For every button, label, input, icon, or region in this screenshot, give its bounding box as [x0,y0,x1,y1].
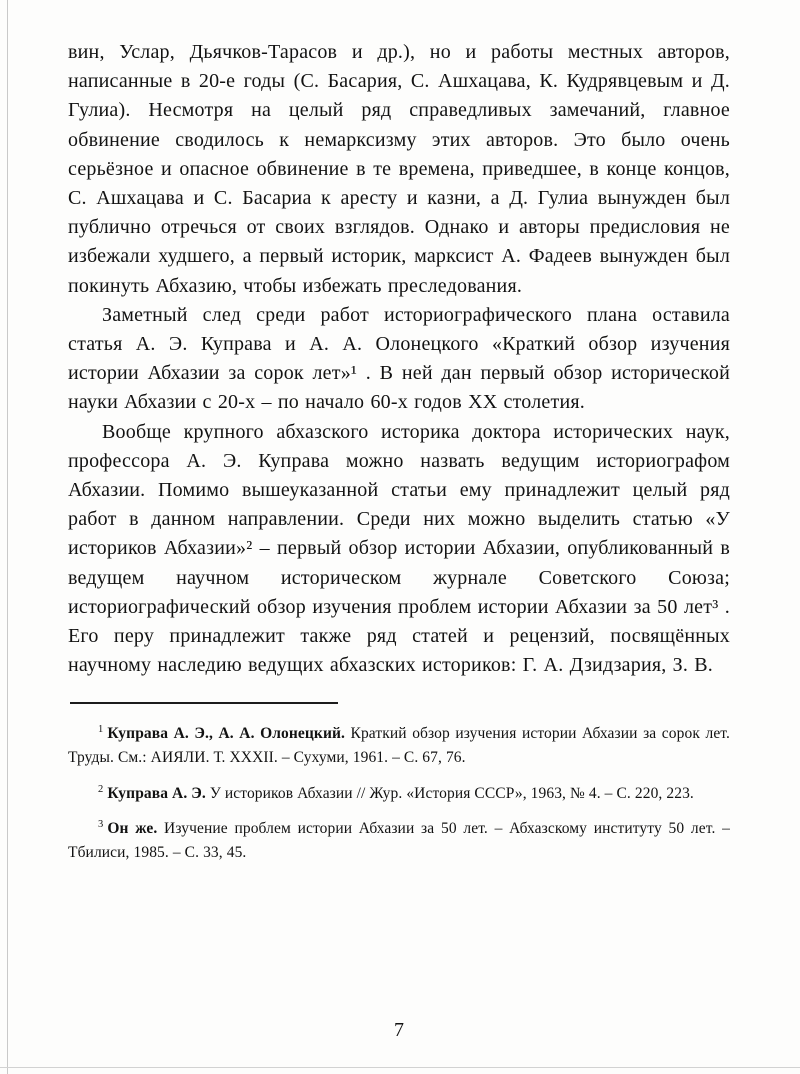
paragraph: вин, Услар, Дьячков-Тарасов и др.), но и работы местных авторов, написанные в 20-е годы (С. Басария, С. Ашхацава, К. Кудрявцевым и Д. Гулиа). Несмотря на целый ряд справедливых замечаний, главное обвинение сводилось к немарксизму этих авторов. Это было очень серьёзное и опасное обвинение в те времена, приведшее, в конце концов, С. Ашхацава и С. Басариа к аресту и казни, а Д. Гулиа вынужден был публично отречься от своих взглядов. Однако и авторы предисловия не избежали худшего, а первый историк, марксист А. Фадеев вынужден был покинуть Абхазию, чтобы избежать преследования. [68,41,730,297]
footnote-author: Он же. [107,820,158,838]
footnote [68,718,730,769]
footnote-marker: 2 [98,783,104,795]
paragraph: Заметный след среди работ историографического плана оставила статья А. Э. Куправа и А. А. Олонецкого «Краткий обзор изучения истории Абхазии за сорок лет»¹ . В ней дан первый обзор исторической науки Абхазии с 20-х – по начало 60-х годов XX столетия. [68,303,730,414]
footnote-text: Краткий обзор изучения истории Абхазии за сорок лет. Труды. См.: АИЯЛИ. Т. XXXII. – Сухуми, 1961. – С. 67, 76. [68,725,730,767]
footnote [68,813,730,864]
footnote-marker: 3 [98,819,104,831]
page-number: 7 [394,1019,404,1041]
footnote-separator [70,702,338,704]
footnote-marker: 1 [98,724,104,736]
footnote-text: Изучение проблем истории Абхазии за 50 лет. – Абхазскому институту 50 лет. – Тбилиси, 1985. – С. 33, 45. [68,820,730,861]
paragraph: Вообще крупного абхазского историка доктора исторических наук, профессора А. Э. Куправа можно назвать ведущим историографом Абхазии. Помимо вышеуказанной статьи ему принадлежит целый ряд работ в данном направлении. Среди них можно выделить статью «У историков Абхазии»² – первый обзор истории Абхазии, опубликованный в ведущем научном историческом журнале Советского Союза; историографический обзор изучения проблем истории Абхазии за 50 лет³ . Его перу принадлежит также ряд статей и рецензий, посвящённых научному наследию ведущих абхазских историков: Г. А. Дзидзария, З. В. [68,420,730,677]
footnote-author: Куправа А. Э., А. А. Олонецкий. [107,725,345,743]
footnote-text: У историков Абхазии // Жур. «История СССР», 1963, № 4. – С. 220, 223. [205,784,694,802]
footnote-author: Куправа А. Э. [107,784,206,802]
footnote [68,778,730,806]
body-text [68,38,730,680]
footnotes [68,718,730,872]
